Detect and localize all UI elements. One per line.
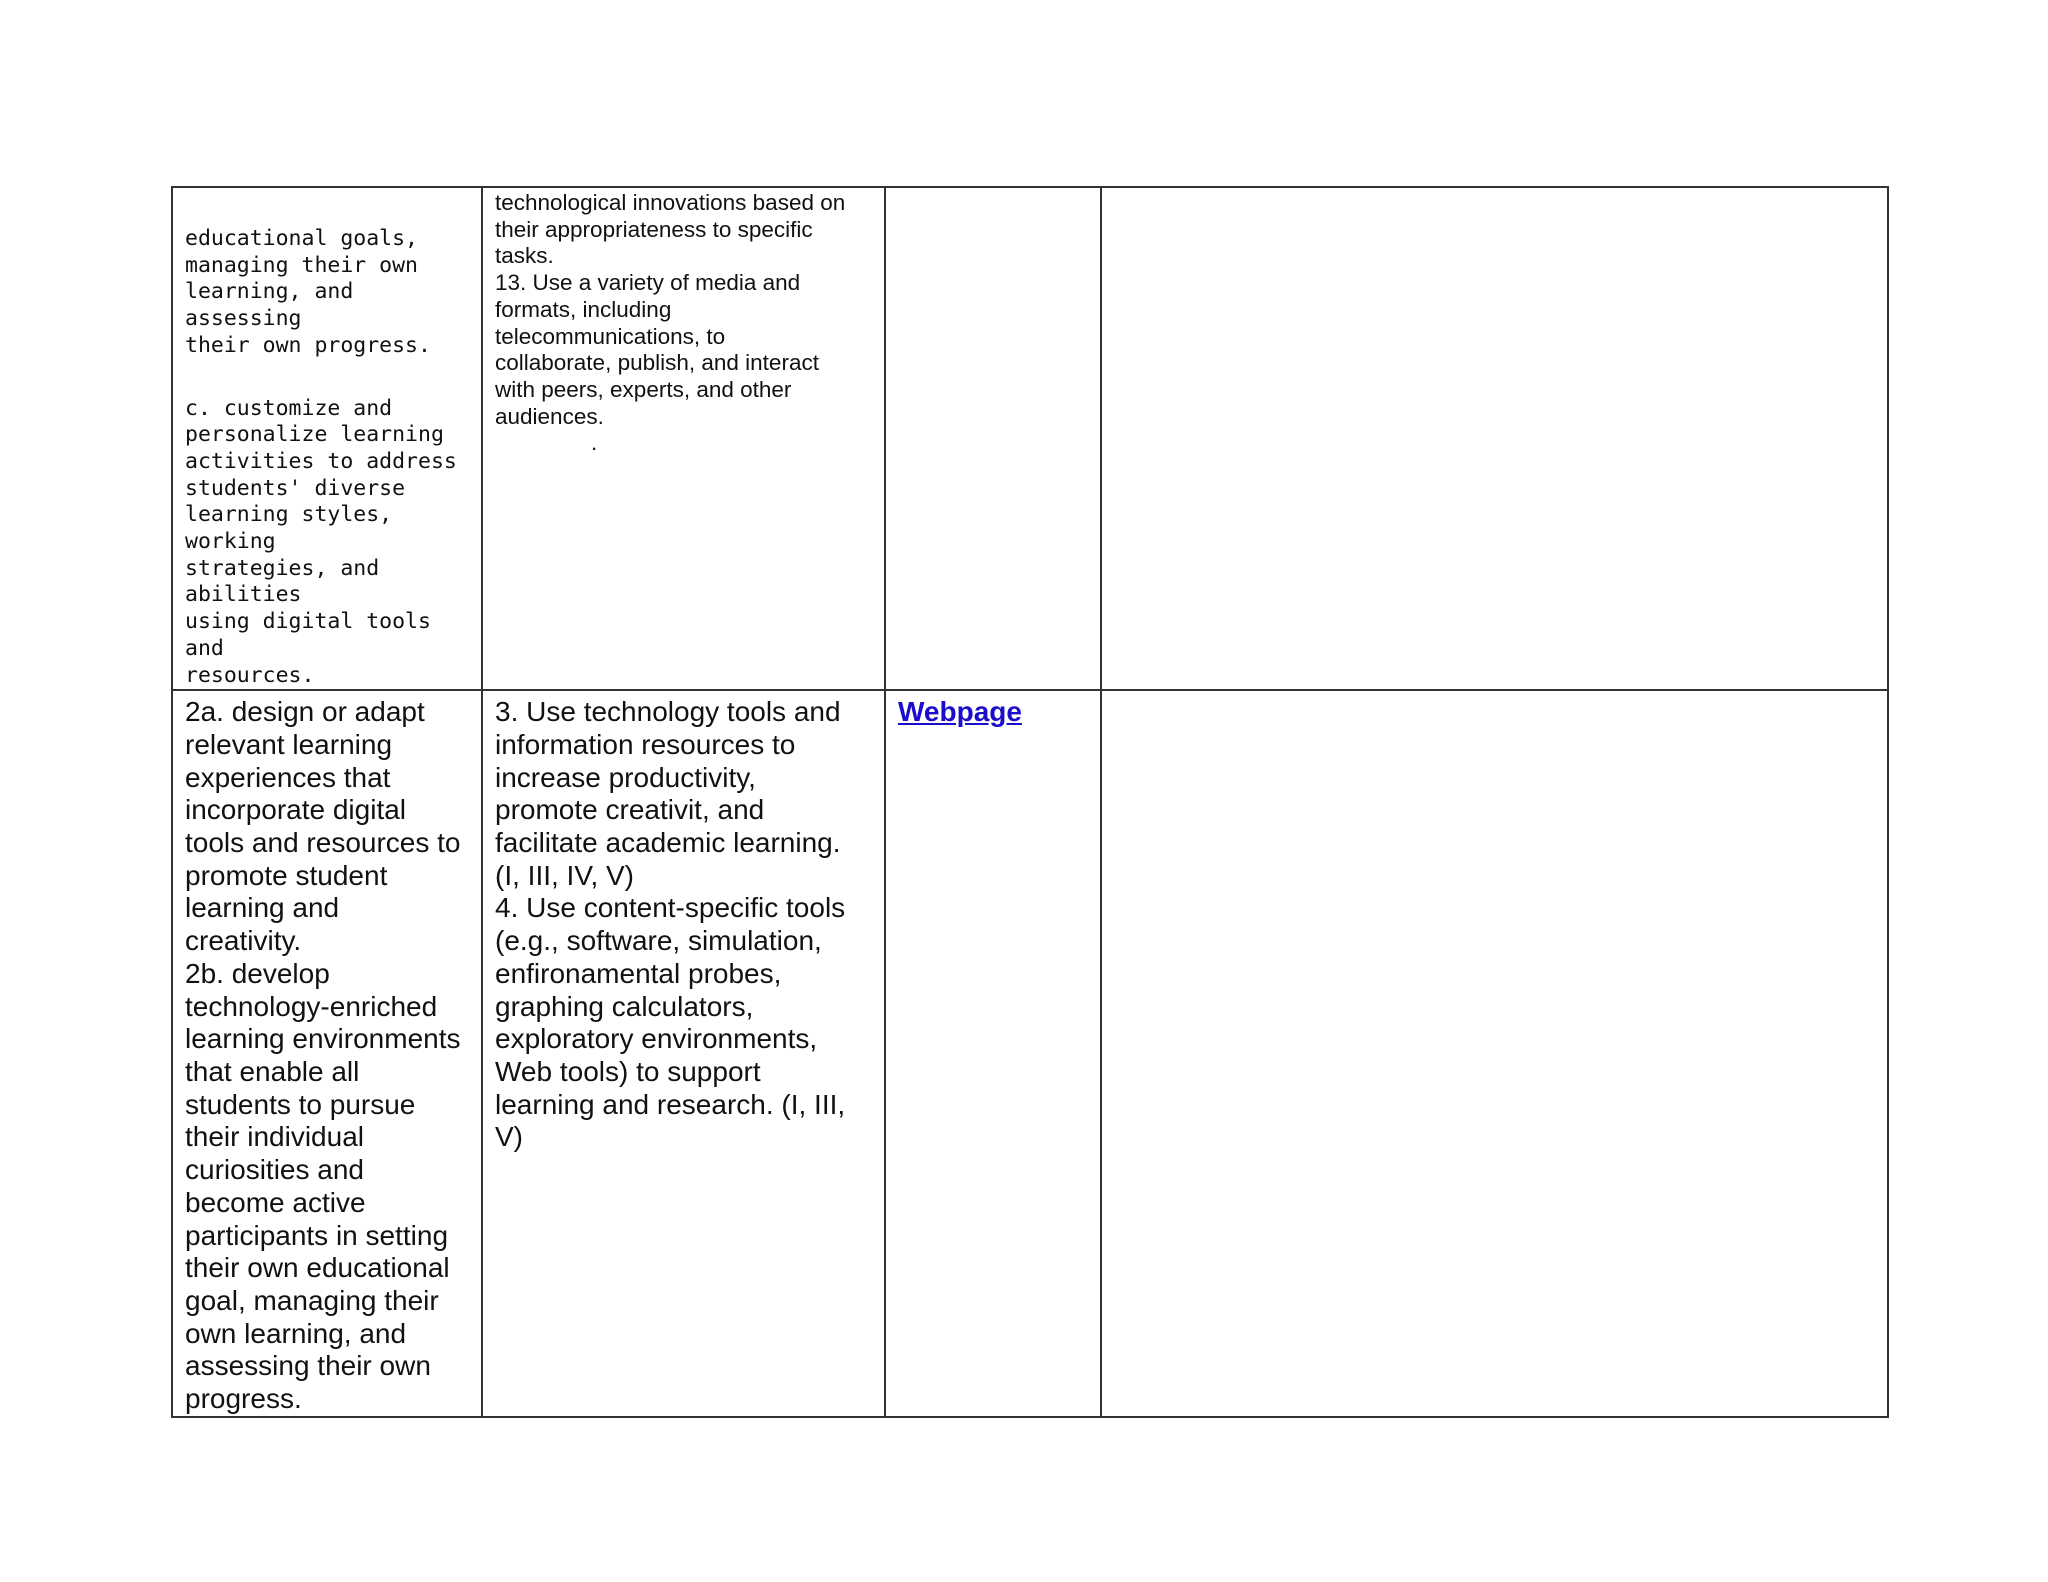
table-cell [172, 690, 482, 1416]
cell-text: c. customize and personalize learning activities to address students' diverse learning styles, working strategies, and abilities using digital tools and resources. [185, 395, 457, 688]
cell-text: educational goals, managing their own learning, and assessing their own progress. [185, 226, 431, 358]
table-cell [482, 187, 885, 690]
table-cell [172, 187, 482, 690]
cell-text: 2a. design or adapt relevant learning experiences that incorporate digital tools and resources to promote student learning and creativity. 2b. develop technology-enriched learning environments that enable all students to pursue their individual curiosities and become active participants in setting their own educational goal, managing their own learning, and assessing their own progress. [185, 696, 461, 1415]
cell-text: technological innovations based on their appropriateness to specific tasks. 13. Use a variety of media and formats, including telecommunications, to collaborate, publish, and interact with peers, experts, and other audiences. [495, 190, 846, 429]
table-cell [482, 690, 885, 1416]
table-row [172, 187, 1888, 690]
webpage-link[interactable]: Webpage [898, 696, 1022, 728]
table-cell [1101, 690, 1888, 1416]
stray-dot: . [591, 430, 598, 456]
table-cell [885, 690, 1101, 1416]
table-row [172, 690, 1888, 1416]
standards-table [171, 186, 1889, 1418]
table-cell [885, 187, 1101, 690]
cell-text: 3. Use technology tools and information resources to increase productivity, promote creativit, and facilitate academic learning. (I, III, IV, V) 4. Use content-specific tools (e.g., software, simulation, enfironamental probes, graphing calculators, exploratory environments, Web tools) to support learning and research. (I, III, V) [495, 696, 846, 1153]
table-cell [1101, 187, 1888, 690]
